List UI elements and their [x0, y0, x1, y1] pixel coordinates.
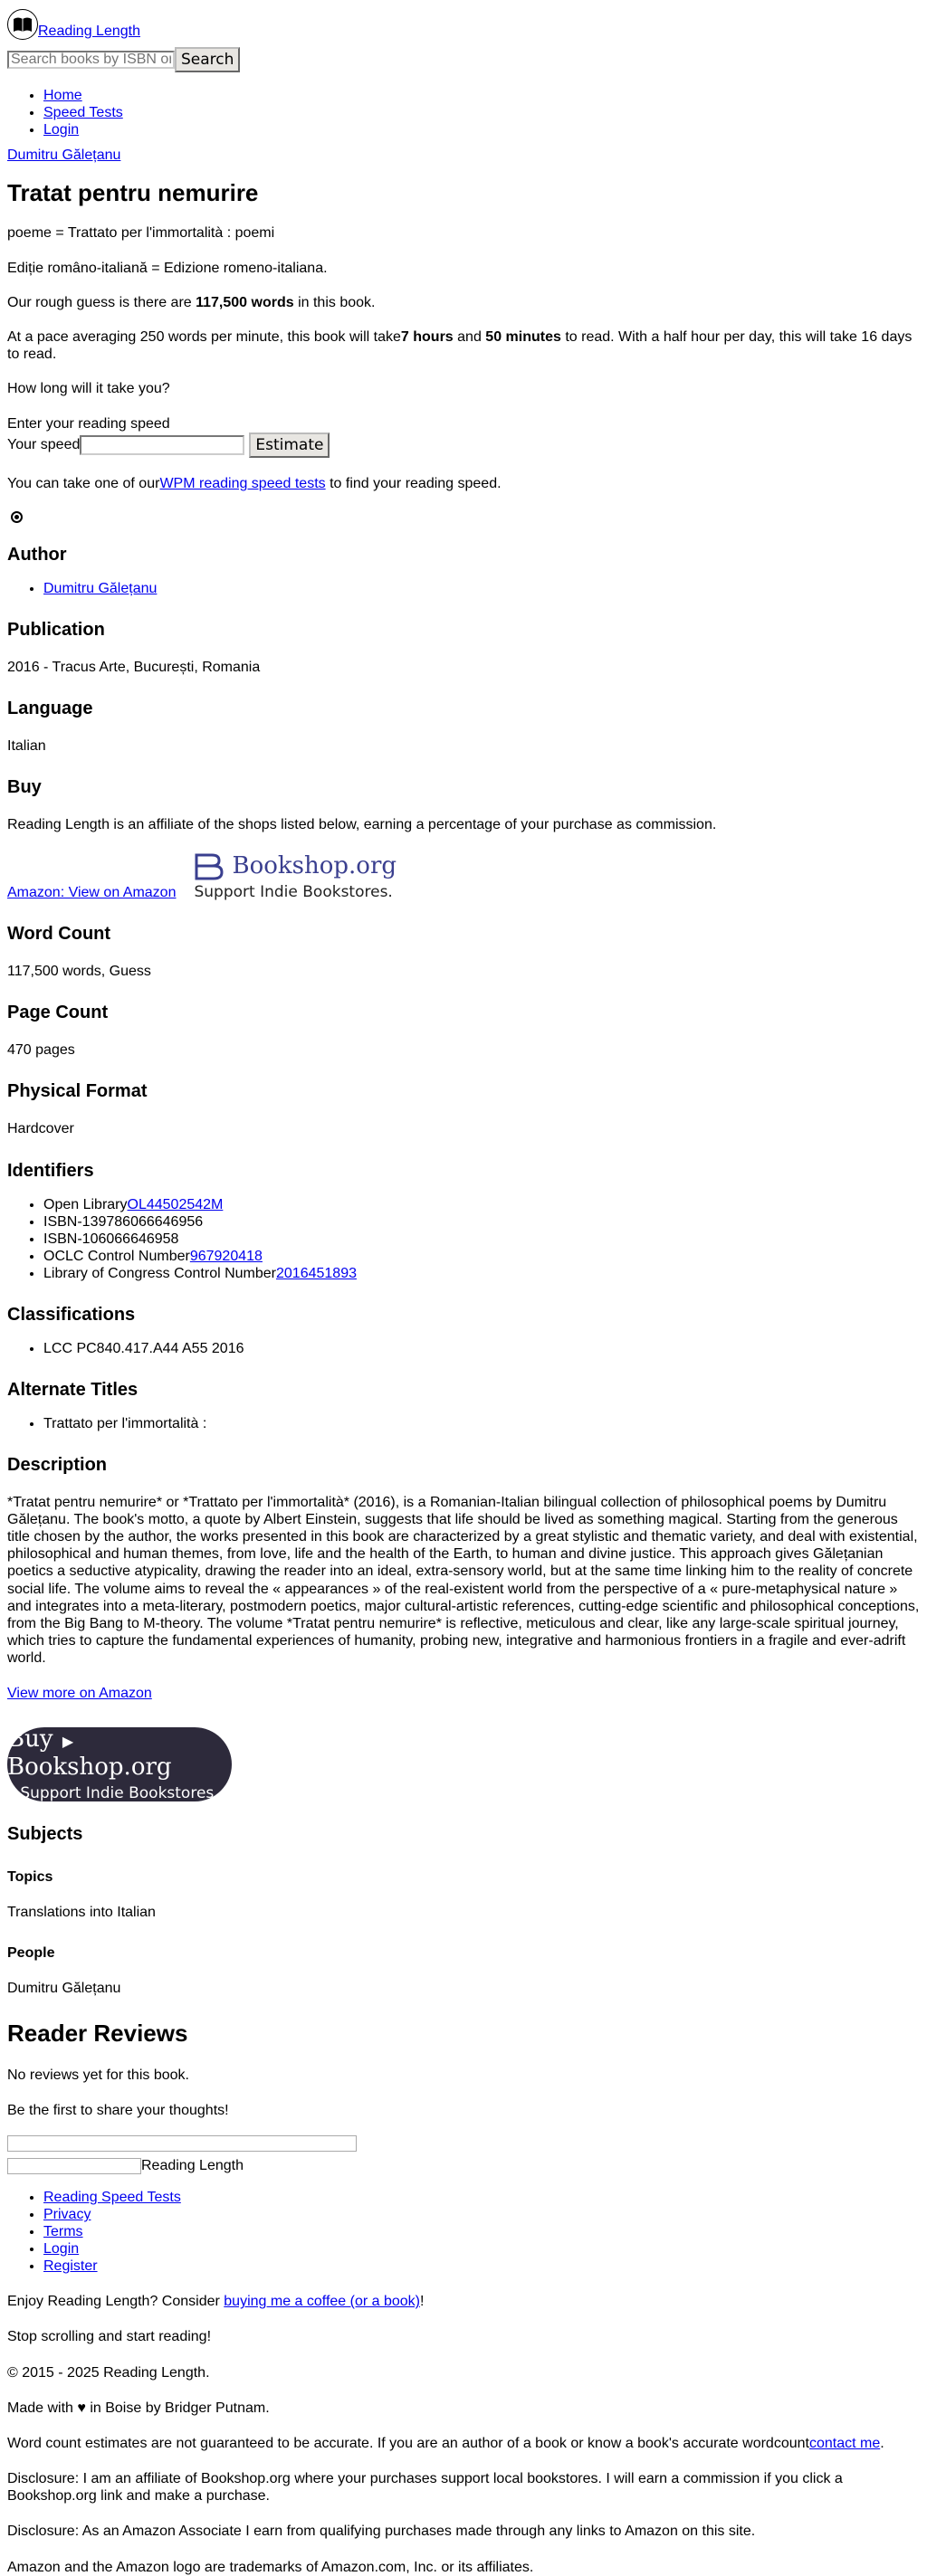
trademark-note: Amazon and the Amazon logo are trademarks of Amazon.com, Inc. or its affiliates.: [7, 2559, 534, 2575]
identifier-oclc: [43, 1248, 920, 1265]
buy-disclaimer: Reading Length is an affiliate of the shops listed below, earning a percentage of your purchase as commission.: [7, 817, 717, 833]
identifiers-heading: Identifiers: [7, 1160, 94, 1181]
footer-item: [43, 2258, 920, 2275]
identifier-label: ISBN-10: [43, 1231, 99, 1247]
speed-test-suffix: to find your reading speed.: [325, 475, 502, 491]
enter-speed-label: Enter your reading speed: [7, 415, 170, 432]
buy-heading: Buy: [7, 777, 42, 798]
people-value: Dumitru Gălețanu: [7, 1981, 121, 1997]
description-text: *Tratat pentru nemurire* or *Trattato per l'immortalità* (2016), is a Romanian-Italian bilingual collection of philosophical poems by Dumitru Gălețanu. The book's motto, a quote by Albert Einstein, suggests that life should be lived as something magical. Starting from the generous title chosen by the author, the works presented in this book are characterized by a great stylistic and thematic variety, and deal with existential, philosophical and human themes, from love, life and the health of the Earth, to human and divine justice. This approach gives Gălețanian poetics a seductive atypicality, drawing the reader into an ideal, extra-sensory world, but at the same time linking him to the reality of concrete social life. The volume aims to reveal the « appearances » of the real-existent world from the perspective of a « pure-metaphysical nature » and integrates into a meta-literary, postmodern poetics, major cultural-artistic references, cutting-edge scientific and philosophical conceptions, from the Big Bang to M-theory. The volume *Tratat pentru nemurire* is reflective, meticulous and clear, like any large-scale spiritual journey, which tries to capture the fundamental experiences of humanity, probing new, integrative and harmonious frontiers in a fragile and ever-adrift world.: [7, 1494, 920, 1667]
identifier-label: Library of Congress Control Number: [43, 1265, 276, 1281]
pace-prefix: At a pace averaging 250 words per minute, this book will take: [7, 328, 401, 345]
classifications-heading: Classifications: [7, 1304, 136, 1325]
pace-and: and: [453, 328, 486, 345]
alt-titles-heading: Alternate Titles: [7, 1379, 139, 1400]
word-count-value: 117,500 words, Guess: [7, 964, 151, 980]
footer-link-terms[interactable]: Terms: [43, 2224, 83, 2240]
book-subtitle: poeme = Trattato per l'immortalità : poemi: [7, 225, 275, 242]
radio-icon[interactable]: [11, 511, 23, 523]
reviews-empty: No reviews yet for this book.: [7, 2067, 189, 2083]
pill-tagline: Support Indie Bookstores.: [20, 1783, 219, 1802]
coffee-prefix: Enjoy Reading Length? Consider: [7, 2294, 225, 2310]
accuracy-prefix: Word count estimates are not guaranteed to be accurate. If you are an author of a book or know a book's accurate wordcount: [7, 2435, 809, 2451]
coffee-link[interactable]: buying me a coffee (or a book): [224, 2294, 420, 2310]
topics-heading: Topics: [7, 1868, 53, 1885]
footer-link-privacy[interactable]: Privacy: [43, 2207, 91, 2223]
footer-item: [43, 2240, 920, 2258]
speed-label: Your speed: [7, 437, 81, 453]
disclosure-amazon: Disclosure: As an Amazon Associate I earn from qualifying purchases made through any links to Amazon on this site.: [7, 2524, 756, 2540]
nav-item-speed-tests: [43, 104, 920, 121]
main-nav: [7, 87, 920, 138]
language-heading: Language: [7, 699, 93, 719]
word-guess: [7, 294, 920, 311]
alt-titles-list: [7, 1415, 920, 1432]
reading-time: [7, 328, 920, 363]
list-item: [43, 580, 920, 597]
language-value: Italian: [7, 738, 46, 755]
word-guess-value: 117,500 words: [196, 294, 294, 310]
topics-value: Translations into Italian: [7, 1904, 156, 1920]
made-with: [7, 2400, 920, 2417]
contact-link[interactable]: contact me: [808, 2435, 881, 2451]
bookshop-logo-tagline: Support Indie Bookstores.: [194, 882, 393, 901]
identifier-label: OCLC Control Number: [43, 1248, 190, 1264]
list-item: • LCC PC840.417.A44 A55 2016: [43, 1340, 920, 1357]
search-input[interactable]: [7, 51, 175, 69]
footer-item: [43, 2223, 920, 2240]
speed-test-prefix: You can take one of our: [7, 475, 160, 491]
footer-links: [7, 2189, 920, 2275]
open-book-icon[interactable]: [7, 9, 38, 40]
nav-item-login: [43, 121, 920, 138]
copyright: © 2015 - 2025 Reading Length.: [7, 2364, 210, 2381]
identifier-lccn: [43, 1265, 920, 1282]
footer-link-register[interactable]: Register: [43, 2258, 98, 2275]
search-button[interactable]: Search: [175, 47, 240, 72]
word-count-heading: Word Count: [7, 924, 111, 945]
author-link[interactable]: Dumitru Gălețanu: [43, 581, 158, 597]
made-prefix: Made with: [7, 2400, 78, 2416]
classifications-list: [7, 1340, 920, 1357]
identifier-isbn13: [43, 1213, 920, 1231]
heart-icon: ♥: [77, 2400, 86, 2416]
description-heading: Description: [7, 1454, 108, 1475]
speed-test-note: [7, 475, 920, 492]
book-title: Tratat pentru nemurire: [7, 179, 259, 207]
footer-link-speed-tests[interactable]: Reading Speed Tests: [43, 2190, 181, 2206]
footer-logo-placeholder: [7, 2158, 141, 2174]
speed-input[interactable]: [80, 435, 244, 455]
nav-item-home: [43, 87, 920, 104]
how-long-question: How long will it take you?: [7, 381, 170, 397]
reading-hours: 7 hours: [400, 328, 454, 345]
buy-links: [7, 852, 920, 901]
amazon-link[interactable]: Amazon: View on Amazon: [7, 884, 177, 900]
identifier-label: Open Library: [43, 1196, 128, 1212]
subjects-heading: Subjects: [7, 1823, 83, 1844]
accuracy-suffix: .: [880, 2435, 884, 2451]
accuracy-note: [7, 2435, 920, 2452]
speed-test-link[interactable]: WPM reading speed tests: [159, 475, 326, 491]
word-guess-prefix: Our rough guess is there are: [7, 294, 196, 310]
coffee-suffix: !: [420, 2294, 425, 2310]
publication-heading: Publication: [7, 620, 105, 641]
footer-item: [43, 2189, 920, 2206]
footer-link-login[interactable]: Login: [43, 2241, 80, 2258]
buy-bookshop-button[interactable]: [7, 1727, 232, 1801]
identifier-value: 6066646958: [98, 1231, 179, 1247]
bookshop-logo-name: Bookshop.org: [232, 852, 397, 880]
site-header: [7, 0, 920, 40]
identifier-value: 9786066646956: [98, 1213, 204, 1230]
identifiers-list: [7, 1196, 920, 1282]
book-edition: Ediție româno-italiană = Edizione romeno-italiana.: [7, 260, 328, 276]
word-guess-suffix: in this book.: [293, 294, 376, 310]
people-heading: People: [7, 1945, 55, 1962]
search-form: [7, 47, 920, 72]
stop-scrolling: Stop scrolling and start reading!: [7, 2329, 212, 2345]
identifier-link[interactable]: 2016451893: [276, 1265, 357, 1281]
estimate-button[interactable]: Estimate: [249, 433, 330, 458]
identifier-label: ISBN-13: [43, 1213, 99, 1230]
pill-name: Bookshop.org: [7, 1754, 172, 1782]
view-more-amazon-link[interactable]: View more on Amazon: [7, 1686, 152, 1702]
reviews-cta: Be the first to share your thoughts!: [7, 2102, 229, 2118]
book-author-link[interactable]: Dumitru Gălețanu: [7, 147, 121, 163]
reviews-heading: Reader Reviews: [7, 2020, 188, 2048]
identifier-isbn10: [43, 1231, 920, 1248]
footer-brand-name: Reading Length: [141, 2157, 244, 2173]
page-count-heading: Page Count: [7, 1003, 109, 1023]
speed-form: [7, 433, 920, 458]
disclosure-bookshop: Disclosure: I am an affiliate of Bookshop.org where your purchases support local bookstores. I will earn a commission if you click a Bookshop.org link and make a purchase.: [7, 2471, 843, 2505]
play-icon: ▶: [62, 1733, 74, 1751]
pill-top-line: [7, 1725, 232, 1782]
page-count-value: 470 pages: [7, 1042, 75, 1059]
list-item: • Trattato per l'immortalità :: [43, 1415, 920, 1432]
footer-brand: [7, 2157, 920, 2174]
identifier-open-library: [43, 1196, 920, 1213]
bookshop-logo[interactable]: [194, 852, 397, 901]
review-form-placeholder: [7, 2135, 357, 2152]
site-name-link[interactable]: Reading Length: [38, 23, 140, 39]
bookshop-book-icon: [194, 852, 230, 881]
nav-link-home[interactable]: Home: [43, 88, 82, 103]
reading-minutes: 50 minutes: [485, 328, 561, 345]
nav-link-login[interactable]: Login: [43, 122, 80, 138]
identifier-link[interactable]: 967920418: [189, 1248, 263, 1264]
publication-value: 2016 - Tracus Arte, București, Romania: [7, 660, 261, 676]
author-list: [7, 580, 920, 597]
format-value: Hardcover: [7, 1121, 74, 1137]
pace-suffix: to read. With a half hour per day, this will take 16 days to read.: [7, 328, 913, 363]
author-heading: Author: [7, 545, 67, 566]
nav-link-speed-tests[interactable]: Speed Tests: [43, 105, 123, 120]
made-suffix: in Boise by Bridger Putnam.: [85, 2400, 270, 2416]
pill-buy-label: Buy: [7, 1725, 53, 1754]
coffee-note: [7, 2293, 920, 2310]
footer-item: [43, 2206, 920, 2223]
identifier-link[interactable]: OL44502542M: [127, 1196, 224, 1212]
format-heading: Physical Format: [7, 1081, 148, 1102]
